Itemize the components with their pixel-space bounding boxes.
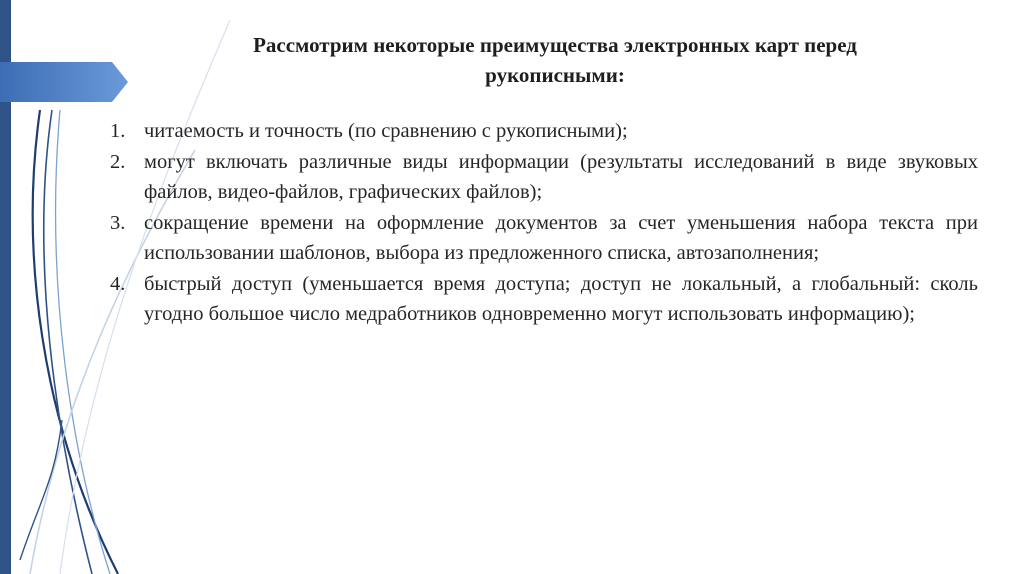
title-line-1: Рассмотрим некоторые преимущества электронных карт перед: [253, 33, 857, 57]
slide-title: [140, 30, 970, 90]
title-line-2: рукописными:: [485, 63, 625, 87]
title-tab-arrow: [0, 62, 128, 102]
list-item: [110, 147, 978, 208]
list-item-text: сокращение времени на оформление документов за счет уменьшения набора текста при использовании шаблонов, выбора из предложенного списка, автозаполнения;: [144, 211, 978, 264]
advantages-list: [110, 116, 978, 330]
decor-curve-6: [20, 420, 62, 560]
list-item-text: могут включать различные виды информации (результаты исследований в виде звуковых файлов, видео-файлов, графических файлов);: [144, 150, 978, 203]
list-item: [110, 269, 978, 330]
list-item-number: 3.: [110, 211, 126, 234]
decor-curve-3: [56, 110, 110, 574]
list-item-text: читаемость и точность (по сравнению с рукописными);: [144, 120, 628, 142]
list-item: [110, 208, 978, 269]
list-item-text: быстрый доступ (уменьшается время доступа; доступ не локальный, а глобальный: сколь угодно большое число медработников одновременно могут использовать информацию);: [144, 272, 978, 325]
list-item-number: 4.: [110, 272, 126, 295]
list-item: [110, 116, 978, 147]
decor-curve-2: [44, 110, 92, 574]
list-item-number: 1.: [110, 120, 126, 142]
list-item-number: 2.: [110, 150, 126, 173]
